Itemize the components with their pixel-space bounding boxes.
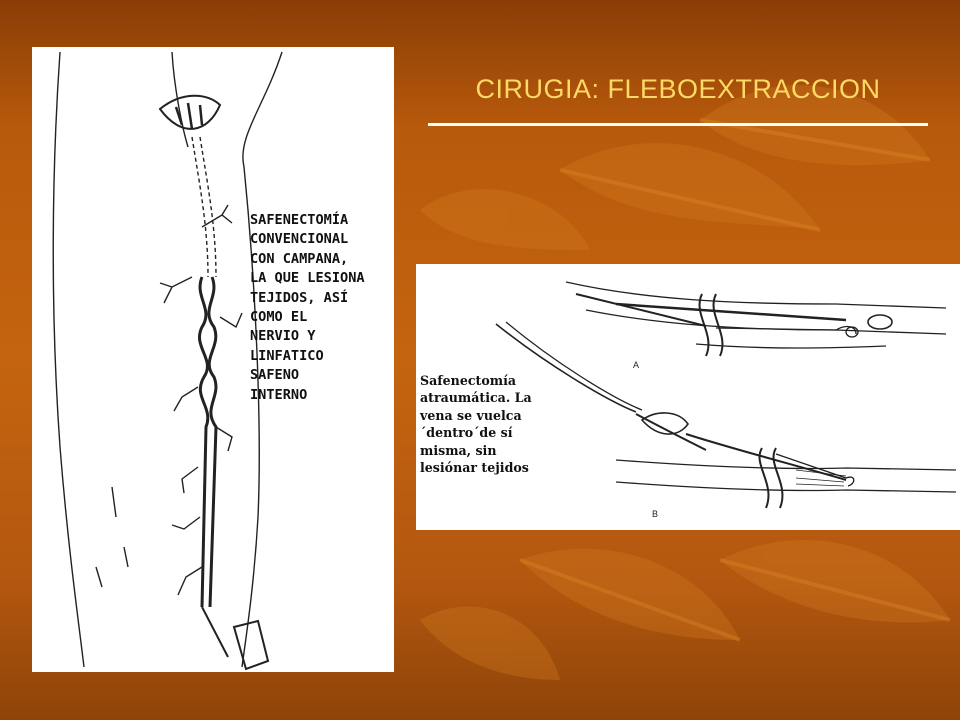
figure-b-label: B xyxy=(652,509,659,519)
conventional-stripping-figure xyxy=(32,47,394,672)
atraumatic-stripping-caption: Safenectomía atraumática. La vena se vuelca ´dentro´de sí misma, sin lesiónar tejidos xyxy=(420,373,532,476)
atraumatic-stripping-figure xyxy=(416,264,960,530)
slide-title: CIRUGIA: FLEBOEXTRACCION xyxy=(475,74,881,104)
title-underline xyxy=(428,123,928,126)
figure-a-label: A xyxy=(633,360,640,370)
conventional-stripping-caption: SAFENECTOMÍA CONVENCIONAL CON CAMPANA, LA QUE LESIONA TEJIDOS, ASÍ COMO EL NERVIO Y LINFATICO SAFENO INTERNO xyxy=(250,212,365,403)
